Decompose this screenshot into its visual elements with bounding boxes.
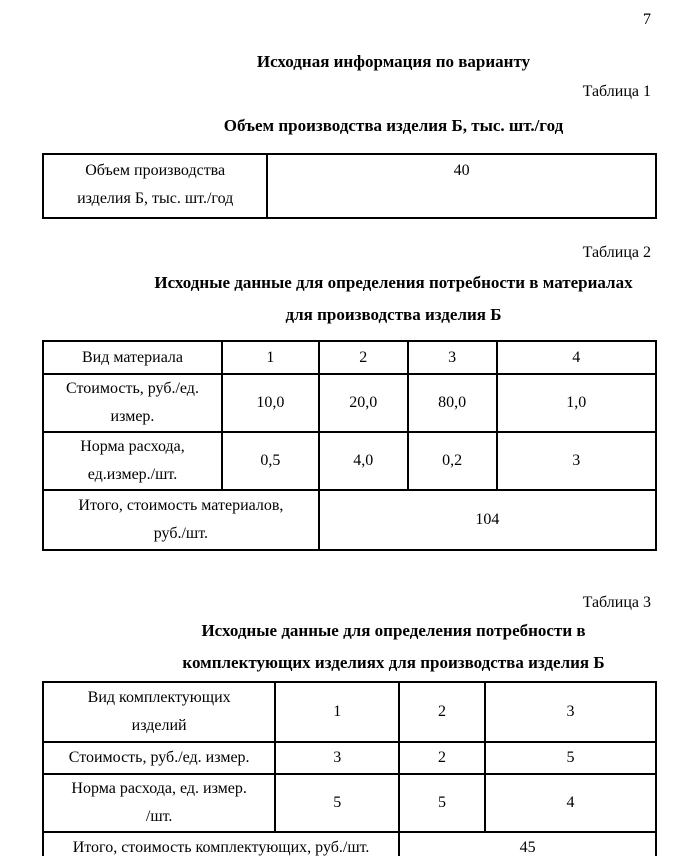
- table3-cell: 5: [275, 774, 399, 832]
- table-row: [43, 374, 656, 432]
- doc-heading: Исходная информация по варианту: [256, 52, 531, 71]
- table2-cell: 1,0: [497, 374, 656, 432]
- table2-header-col: 2: [319, 341, 408, 374]
- table3-cell: 2: [399, 742, 485, 774]
- table3: [42, 681, 657, 856]
- table3-row-label: [43, 774, 275, 832]
- cell-line: /шт.: [145, 808, 173, 825]
- table-row: [43, 682, 656, 742]
- table-row: [43, 341, 656, 374]
- table3-header-col: 2: [399, 682, 485, 742]
- table3-cell: 5: [485, 742, 656, 774]
- table3-caption: Таблица 3: [582, 594, 651, 611]
- cell-line: руб./шт.: [153, 525, 209, 542]
- table2-total-value: 104: [319, 490, 656, 550]
- table2-cell: 20,0: [319, 374, 408, 432]
- table2-cell: 4,0: [319, 432, 408, 490]
- cell-line: ед.измер./шт.: [87, 466, 178, 483]
- cell-line: Вид комплектующих: [87, 689, 231, 706]
- table3-header-col: 3: [485, 682, 656, 742]
- table1-label-cell: [43, 154, 267, 218]
- table-row: [43, 742, 656, 774]
- table1: [42, 153, 657, 219]
- table2-row-label: [43, 374, 222, 432]
- table-row: [43, 154, 656, 218]
- table1-caption: Таблица 1: [582, 83, 651, 100]
- cell-line: изделий: [131, 717, 187, 734]
- table3-header-col: 1: [275, 682, 399, 742]
- table2-title-line: Исходные данные для определения потребности в материалах: [154, 273, 633, 292]
- cell-line: Норма расхода, ед. измер.: [71, 780, 247, 797]
- table2-row-label: [43, 432, 222, 490]
- cell-line: Норма расхода,: [80, 438, 185, 455]
- cell-line: измер.: [110, 408, 155, 425]
- table3-total-label: Итого, стоимость комплектующих, руб./шт.: [43, 832, 399, 856]
- table2-header-label: Вид материала: [43, 341, 222, 374]
- table3-title: [42, 615, 657, 679]
- table2: [42, 340, 657, 551]
- cell-line: Объем производства: [85, 162, 226, 179]
- table1-title-line: Объем производства изделия Б, тыс. шт./год: [223, 116, 564, 135]
- table2-cell: 0,5: [222, 432, 319, 490]
- table-row: [43, 432, 656, 490]
- content-column: [42, 0, 657, 856]
- table2-cell: 3: [497, 432, 656, 490]
- table-row: [43, 832, 656, 856]
- cell-line: Итого, стоимость материалов,: [78, 497, 284, 514]
- table3-title-line: комплектующих изделиях для производства изделия Б: [182, 653, 605, 672]
- page-number: 7: [643, 11, 651, 28]
- table1-title: [42, 110, 657, 142]
- table3-total-value: 45: [399, 832, 656, 856]
- table2-header-col: 1: [222, 341, 319, 374]
- table-row: [43, 774, 656, 832]
- table2-title-line: для производства изделия Б: [285, 305, 502, 324]
- table3-row-label: Стоимость, руб./ед. измер.: [43, 742, 275, 774]
- table-row: [43, 490, 656, 550]
- table2-total-label: [43, 490, 319, 550]
- table3-header-label: [43, 682, 275, 742]
- table3-title-line: Исходные данные для определения потребности в: [201, 621, 586, 640]
- cell-line: изделия Б, тыс. шт./год: [77, 190, 234, 207]
- table2-header-col: 3: [408, 341, 497, 374]
- table1-value-cell: 40: [267, 154, 656, 218]
- table2-cell: 80,0: [408, 374, 497, 432]
- table2-title: [42, 267, 657, 331]
- table3-cell: 4: [485, 774, 656, 832]
- cell-line: Стоимость, руб./ед.: [66, 380, 199, 397]
- table3-cell: 5: [399, 774, 485, 832]
- table2-cell: 10,0: [222, 374, 319, 432]
- table2-caption: Таблица 2: [582, 244, 651, 261]
- table2-cell: 0,2: [408, 432, 497, 490]
- table2-header-col: 4: [497, 341, 656, 374]
- table3-cell: 3: [275, 742, 399, 774]
